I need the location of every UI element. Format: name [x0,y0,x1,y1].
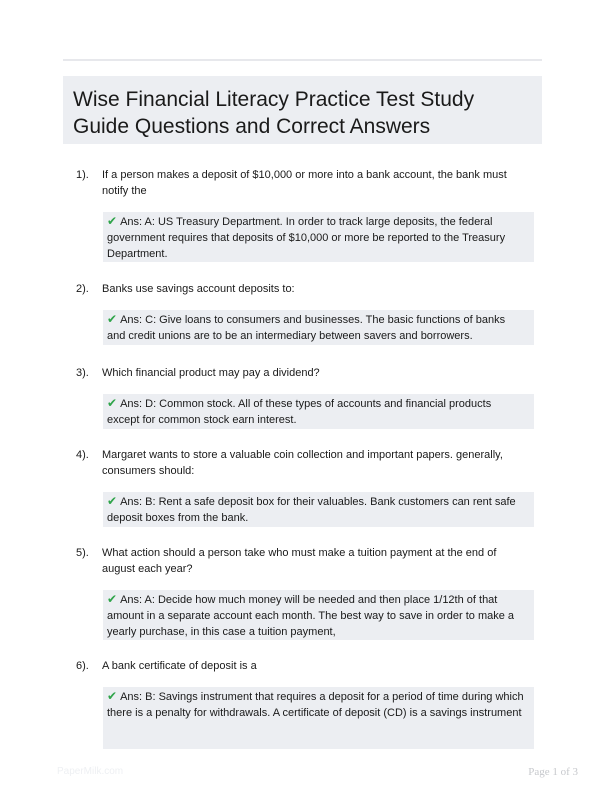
question-number: 6). [76,660,89,672]
page-title: Wise Financial Literacy Practice Test Study Guide Questions and Correct Answers [73,88,475,138]
question-text: Margaret wants to store a valuable coin collection and important papers. generally, consumers should: [102,449,503,477]
question-number: 2). [76,283,89,295]
question-item-1 [63,167,542,262]
answer-box [103,394,534,429]
question-number: 3). [76,367,89,379]
answer-text: Ans: D: Common stock. All of these types of accounts and financial products except for common stock earn interest. [107,398,492,426]
check-icon: ✔ [107,494,118,508]
answer-text: Ans: A: US Treasury Department. In order to track large deposits, the federal government requires that deposits of $10,000 or more be reported to the Treasury Department. [107,216,506,260]
check-icon: ✔ [107,396,118,410]
question-item-5 [63,545,542,640]
question-number: 1). [76,169,89,181]
answer-box [103,492,534,527]
answer-text: Ans: B: Rent a safe deposit box for their valuables. Bank customers can rent safe deposit boxes from the bank. [107,496,516,524]
check-icon: ✔ [107,214,118,228]
answer-text: Ans: C: Give loans to consumers and businesses. The basic functions of banks and credit unions are to be an intermediary between savers and borrowers. [107,314,506,342]
watermark-link[interactable]: PaperMilk.com [57,766,124,777]
answer-text: Ans: A: Decide how much money will be needed and then place 1/12th of that amount in a separate account each month. The best way to save in order to make a yearly purchase, in this case a tuition payment, [107,594,515,638]
question-number: 4). [76,449,89,461]
top-divider [63,59,542,61]
answer-box [103,212,534,262]
question-item-2 [63,281,542,345]
question-text: Which financial product may pay a dividend? [102,367,320,379]
answer-box [103,590,534,640]
question-text: What action should a person take who must make a tuition payment at the end of august each year? [102,547,497,575]
question-number: 5). [76,547,89,559]
check-icon: ✔ [107,689,118,703]
answer-box [103,310,534,345]
answer-text: Ans: B: Savings instrument that requires a deposit for a period of time during which there is a penalty for withdrawals. A certificate of deposit (CD) is a savings instrument [107,691,524,719]
check-icon: ✔ [107,592,118,606]
question-text: If a person makes a deposit of $10,000 or more into a bank account, the bank must notify the [102,169,507,197]
page-indicator: Page 1 of 3 [528,766,578,778]
title-banner [63,76,542,144]
question-text: Banks use savings account deposits to: [102,283,295,295]
check-icon: ✔ [107,312,118,326]
question-item-4 [63,447,542,527]
question-item-6 [63,658,542,749]
answer-box [103,687,534,749]
question-item-3 [63,365,542,429]
question-text: A bank certificate of deposit is a [102,660,257,672]
